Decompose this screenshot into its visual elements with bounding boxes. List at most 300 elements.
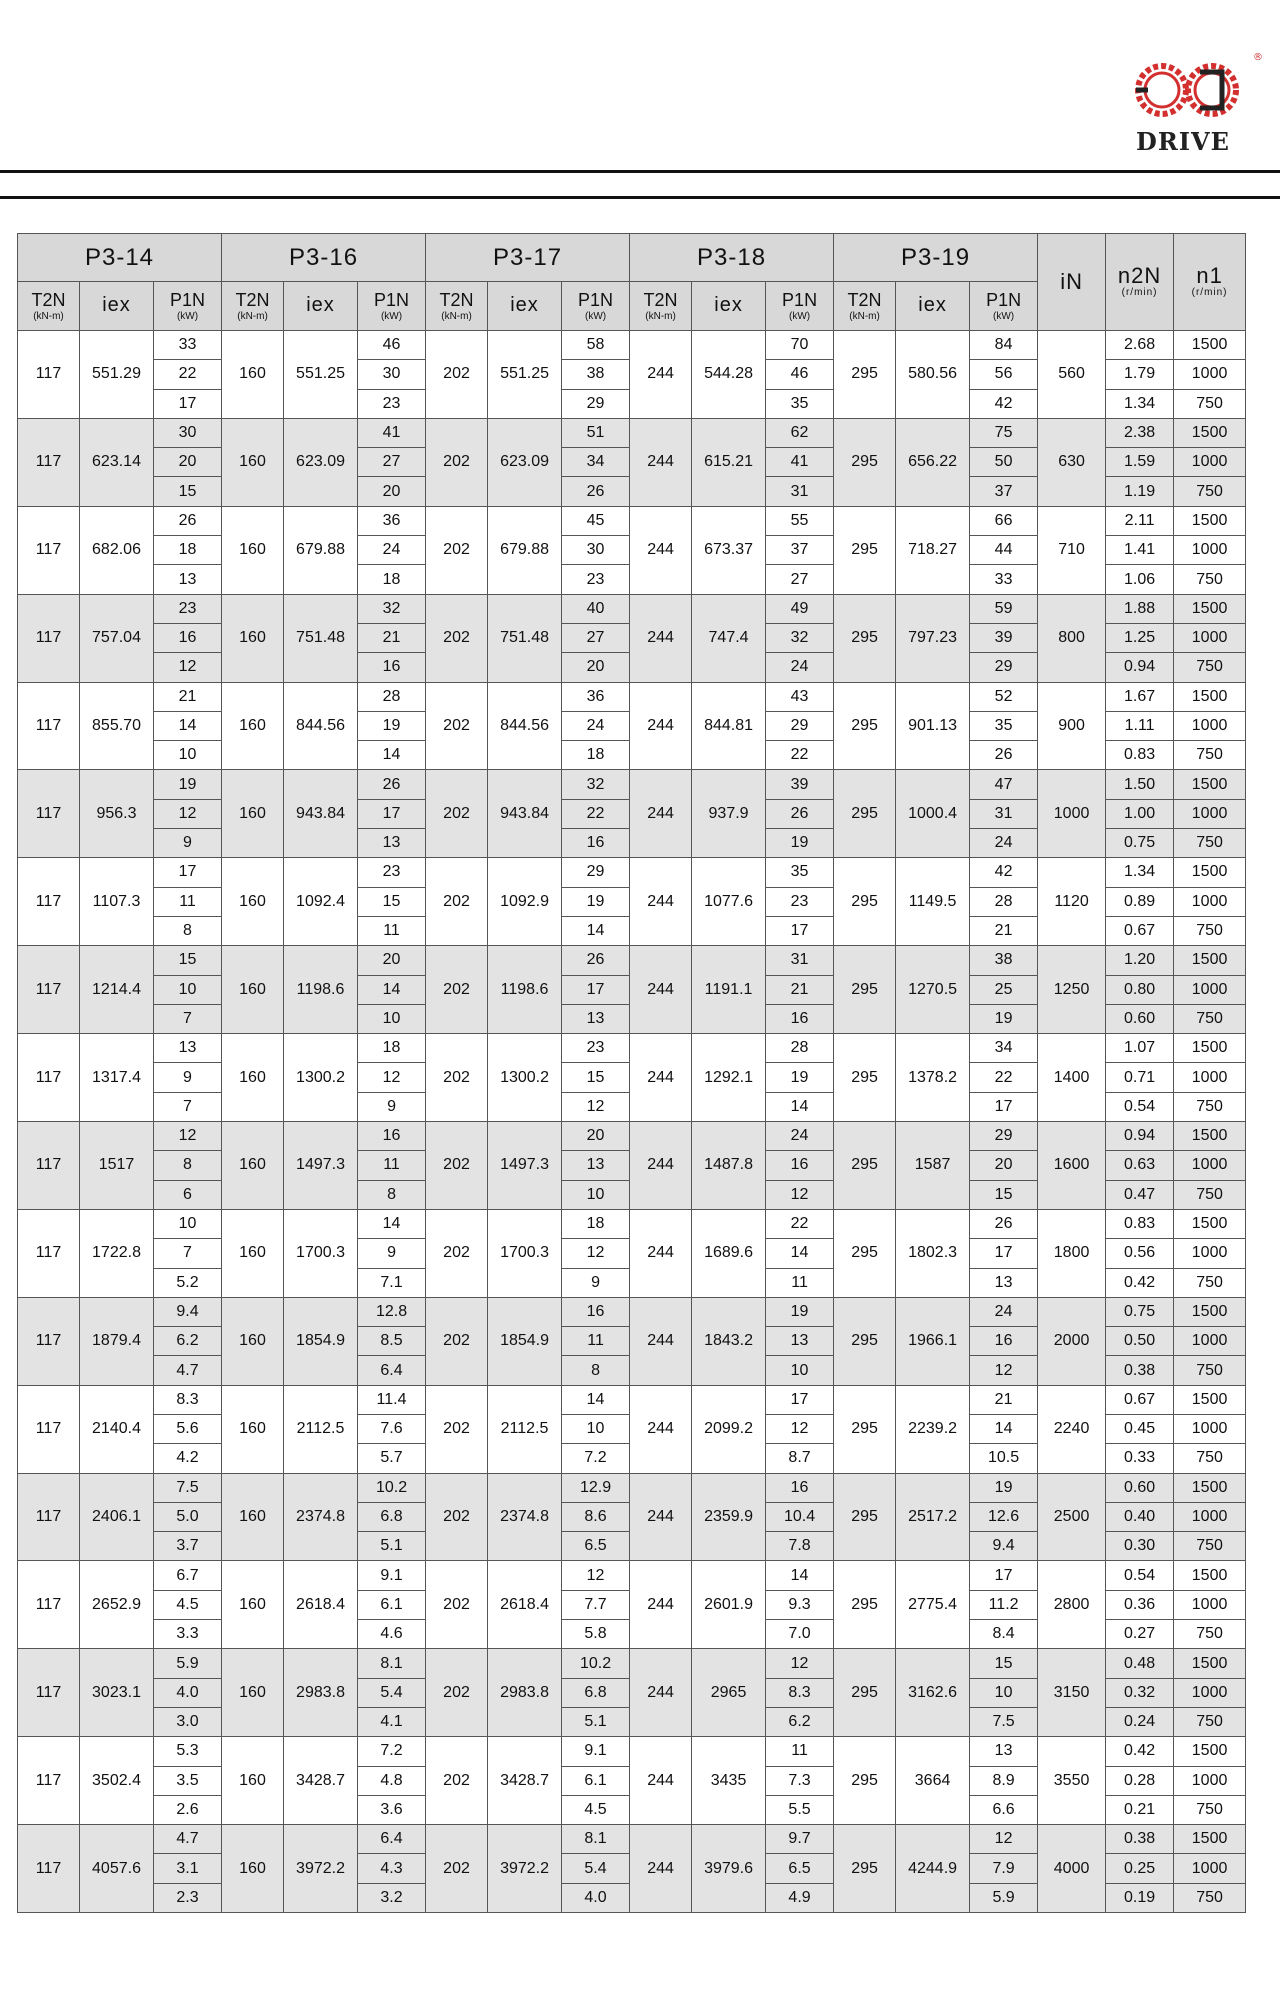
- table-row: [18, 1737, 1246, 1766]
- p1n-cell: 3.1: [154, 1854, 222, 1883]
- p1n-cell: 7.0: [766, 1620, 834, 1649]
- t2n-label: T2N: [31, 290, 66, 310]
- iex-cell: 3162.6: [896, 1649, 970, 1737]
- p1n-cell: 13: [970, 1268, 1038, 1297]
- n1-label: n1: [1196, 263, 1223, 288]
- p1n-cell: 8.5: [358, 1327, 426, 1356]
- p1n-cell: 3.3: [154, 1620, 222, 1649]
- p1n-cell: 23: [562, 565, 630, 594]
- n2n-unit: (r/min): [1121, 287, 1158, 298]
- table-row: [18, 506, 1246, 535]
- iex-cell: 943.84: [284, 770, 358, 858]
- gear-logo-icon: [1130, 50, 1270, 160]
- iex-cell: 679.88: [488, 506, 562, 594]
- n2n-cell: 1.88: [1106, 594, 1174, 623]
- t2n-cell: 160: [222, 770, 284, 858]
- n1-cell: 1500: [1174, 1473, 1246, 1502]
- iex-cell: 2374.8: [488, 1473, 562, 1561]
- in-cell: 900: [1038, 682, 1106, 770]
- p1n-cell: 9: [562, 1268, 630, 1297]
- p1n-cell: 5.0: [154, 1502, 222, 1531]
- p1n-cell: 4.7: [154, 1825, 222, 1854]
- p1n-cell: 21: [358, 623, 426, 652]
- t2n-cell: 295: [834, 1473, 896, 1561]
- p1n-cell: 34: [970, 1034, 1038, 1063]
- n2n-cell: 0.19: [1106, 1883, 1174, 1912]
- n1-cell: 1000: [1174, 1678, 1246, 1707]
- t2n-cell: 160: [222, 506, 284, 594]
- n1-cell: 1000: [1174, 448, 1246, 477]
- t2n-cell: 295: [834, 1561, 896, 1649]
- n1-cell: 1000: [1174, 1239, 1246, 1268]
- table-row: [18, 418, 1246, 447]
- n2n-cell: 1.34: [1106, 389, 1174, 418]
- p1n-cell: 5.7: [358, 1444, 426, 1473]
- t2n-cell: 117: [18, 682, 80, 770]
- iex-cell: 679.88: [284, 506, 358, 594]
- t2n-cell: 244: [630, 1473, 692, 1561]
- p1n-cell: 20: [358, 477, 426, 506]
- p1n-cell: 10: [562, 1414, 630, 1443]
- p1n-cell: 24: [970, 829, 1038, 858]
- iex-cell: 4057.6: [80, 1825, 154, 1913]
- n2n-header: [1106, 234, 1174, 331]
- p1n-cell: 24: [970, 1297, 1038, 1326]
- t2n-cell: 202: [426, 1034, 488, 1122]
- in-cell: 2000: [1038, 1297, 1106, 1385]
- iex-cell: 2112.5: [284, 1385, 358, 1473]
- t2n-cell: 202: [426, 682, 488, 770]
- p1n-cell: 20: [970, 1151, 1038, 1180]
- n2n-cell: 0.67: [1106, 916, 1174, 945]
- t2n-cell: 295: [834, 418, 896, 506]
- model-header: P3-17: [426, 234, 630, 282]
- in-cell: 2800: [1038, 1561, 1106, 1649]
- t2n-cell: 117: [18, 331, 80, 419]
- t2n-cell: 244: [630, 1209, 692, 1297]
- in-cell: 1600: [1038, 1122, 1106, 1210]
- p1n-cell: 12: [358, 1063, 426, 1092]
- p1n-cell: 23: [154, 594, 222, 623]
- n2n-cell: 1.19: [1106, 477, 1174, 506]
- t2n-unit: (kN-m): [33, 311, 64, 322]
- in-cell: 1120: [1038, 858, 1106, 946]
- n2n-cell: 1.41: [1106, 536, 1174, 565]
- iex-label: iex: [714, 294, 743, 316]
- p1n-cell: 12: [154, 799, 222, 828]
- t2n-cell: 202: [426, 1561, 488, 1649]
- iex-cell: 855.70: [80, 682, 154, 770]
- p1n-cell: 16: [358, 653, 426, 682]
- iex-cell: 673.37: [692, 506, 766, 594]
- p1n-cell: 9.4: [970, 1532, 1038, 1561]
- p1n-cell: 17: [562, 975, 630, 1004]
- p1n-cell: 12: [766, 1414, 834, 1443]
- p1n-cell: 8: [154, 916, 222, 945]
- p1n-cell: 19: [766, 1297, 834, 1326]
- p1n-cell: 19: [562, 887, 630, 916]
- p1n-cell: 16: [970, 1327, 1038, 1356]
- n1-cell: 750: [1174, 829, 1246, 858]
- iex-cell: 844.81: [692, 682, 766, 770]
- model-header: P3-18: [630, 234, 834, 282]
- p1n-cell: 18: [562, 1209, 630, 1238]
- p1n-cell: 14: [358, 975, 426, 1004]
- in-cell: 2240: [1038, 1385, 1106, 1473]
- iex-cell: 751.48: [284, 594, 358, 682]
- second-rule: [0, 196, 1280, 199]
- n1-cell: 1000: [1174, 1151, 1246, 1180]
- n2n-cell: 2.68: [1106, 331, 1174, 360]
- iex-cell: 682.06: [80, 506, 154, 594]
- t2n-cell: 295: [834, 682, 896, 770]
- n1-cell: 1000: [1174, 975, 1246, 1004]
- p1n-cell: 17: [154, 858, 222, 887]
- p1n-cell: 41: [358, 418, 426, 447]
- p1n-cell: 6.4: [358, 1825, 426, 1854]
- iex-cell: 1077.6: [692, 858, 766, 946]
- n2n-cell: 1.11: [1106, 711, 1174, 740]
- table-row: [18, 594, 1246, 623]
- p1n-unit: (kW): [789, 311, 811, 322]
- p1n-cell: 13: [154, 1034, 222, 1063]
- p1n-cell: 31: [766, 477, 834, 506]
- iex-cell: 3435: [692, 1737, 766, 1825]
- p1n-header: [154, 282, 222, 331]
- p1n-cell: 12: [562, 1092, 630, 1121]
- t2n-cell: 244: [630, 418, 692, 506]
- p1n-cell: 19: [358, 711, 426, 740]
- iex-cell: 2517.2: [896, 1473, 970, 1561]
- p1n-cell: 10: [154, 1209, 222, 1238]
- p1n-cell: 9.3: [766, 1590, 834, 1619]
- n2n-cell: 0.30: [1106, 1532, 1174, 1561]
- table-row: [18, 682, 1246, 711]
- n1-cell: 1500: [1174, 1034, 1246, 1063]
- t2n-cell: 117: [18, 770, 80, 858]
- t2n-cell: 244: [630, 506, 692, 594]
- in-label: iN: [1060, 269, 1083, 294]
- p1n-cell: 19: [970, 1004, 1038, 1033]
- p1n-cell: 18: [562, 741, 630, 770]
- p1n-cell: 24: [562, 711, 630, 740]
- t2n-cell: 244: [630, 1737, 692, 1825]
- p1n-cell: 38: [970, 946, 1038, 975]
- t2n-cell: 202: [426, 1649, 488, 1737]
- p1n-header: [562, 282, 630, 331]
- t2n-cell: 202: [426, 1297, 488, 1385]
- n1-cell: 750: [1174, 1620, 1246, 1649]
- t2n-cell: 160: [222, 1825, 284, 1913]
- p1n-cell: 4.0: [154, 1678, 222, 1707]
- t2n-unit: (kN-m): [237, 311, 268, 322]
- p1n-cell: 8.1: [358, 1649, 426, 1678]
- t2n-header: [18, 282, 80, 331]
- t2n-cell: 202: [426, 1473, 488, 1561]
- p1n-cell: 19: [766, 829, 834, 858]
- iex-cell: 1700.3: [488, 1209, 562, 1297]
- iex-cell: 937.9: [692, 770, 766, 858]
- p1n-cell: 9: [154, 1063, 222, 1092]
- p1n-cell: 4.2: [154, 1444, 222, 1473]
- t2n-cell: 244: [630, 1385, 692, 1473]
- p1n-cell: 55: [766, 506, 834, 535]
- t2n-cell: 160: [222, 1297, 284, 1385]
- t2n-cell: 117: [18, 1561, 80, 1649]
- t2n-label: T2N: [643, 290, 678, 310]
- iex-cell: 2983.8: [284, 1649, 358, 1737]
- t2n-label: T2N: [847, 290, 882, 310]
- iex-cell: 1854.9: [284, 1297, 358, 1385]
- p1n-cell: 29: [970, 653, 1038, 682]
- n2n-cell: 0.83: [1106, 1209, 1174, 1238]
- p1n-cell: 10.4: [766, 1502, 834, 1531]
- p1n-cell: 7.6: [358, 1414, 426, 1443]
- in-cell: 800: [1038, 594, 1106, 682]
- p1n-cell: 2.3: [154, 1883, 222, 1912]
- header-row-models: [18, 234, 1246, 282]
- p1n-cell: 22: [970, 1063, 1038, 1092]
- p1n-cell: 8.3: [766, 1678, 834, 1707]
- iex-cell: 615.21: [692, 418, 766, 506]
- t2n-cell: 295: [834, 594, 896, 682]
- p1n-cell: 6.5: [766, 1854, 834, 1883]
- p1n-unit: (kW): [993, 311, 1015, 322]
- iex-label: iex: [918, 294, 947, 316]
- table-row: [18, 770, 1246, 799]
- p1n-cell: 23: [562, 1034, 630, 1063]
- n2n-cell: 2.11: [1106, 506, 1174, 535]
- p1n-cell: 19: [970, 1473, 1038, 1502]
- p1n-cell: 5.5: [766, 1795, 834, 1824]
- p1n-cell: 15: [154, 946, 222, 975]
- in-cell: 1800: [1038, 1209, 1106, 1297]
- n2n-cell: 0.38: [1106, 1825, 1174, 1854]
- p1n-label: P1N: [374, 290, 410, 310]
- n2n-cell: 0.32: [1106, 1678, 1174, 1707]
- p1n-cell: 44: [970, 536, 1038, 565]
- p1n-cell: 8.4: [970, 1620, 1038, 1649]
- p1n-cell: 11: [154, 887, 222, 916]
- p1n-cell: 3.6: [358, 1795, 426, 1824]
- t2n-cell: 117: [18, 1297, 80, 1385]
- iex-cell: 1854.9: [488, 1297, 562, 1385]
- p1n-label: P1N: [578, 290, 614, 310]
- t2n-cell: 117: [18, 1649, 80, 1737]
- p1n-cell: 9: [358, 1092, 426, 1121]
- iex-cell: 2099.2: [692, 1385, 766, 1473]
- p1n-cell: 5.4: [358, 1678, 426, 1707]
- p1n-cell: 28: [358, 682, 426, 711]
- p1n-cell: 9.1: [562, 1737, 630, 1766]
- t2n-cell: 295: [834, 1825, 896, 1913]
- n2n-cell: 0.24: [1106, 1707, 1174, 1736]
- p1n-cell: 5.1: [358, 1532, 426, 1561]
- p1n-cell: 15: [358, 887, 426, 916]
- p1n-cell: 6.8: [358, 1502, 426, 1531]
- p1n-cell: 39: [970, 623, 1038, 652]
- t2n-cell: 295: [834, 858, 896, 946]
- drive-logo: [1130, 50, 1270, 160]
- p1n-cell: 18: [154, 536, 222, 565]
- p1n-cell: 25: [970, 975, 1038, 1004]
- p1n-cell: 33: [970, 565, 1038, 594]
- t2n-cell: 202: [426, 1122, 488, 1210]
- p1n-cell: 40: [562, 594, 630, 623]
- p1n-cell: 50: [970, 448, 1038, 477]
- t2n-cell: 202: [426, 418, 488, 506]
- t2n-cell: 202: [426, 506, 488, 594]
- table-row: [18, 331, 1246, 360]
- in-header: [1038, 234, 1106, 331]
- t2n-cell: 117: [18, 858, 80, 946]
- p1n-cell: 52: [970, 682, 1038, 711]
- iex-cell: 1497.3: [488, 1122, 562, 1210]
- p1n-cell: 4.6: [358, 1620, 426, 1649]
- p1n-cell: 24: [766, 1122, 834, 1151]
- n2n-cell: 0.36: [1106, 1590, 1174, 1619]
- iex-cell: 943.84: [488, 770, 562, 858]
- n2n-label: n2N: [1117, 263, 1162, 288]
- p1n-cell: 7: [154, 1239, 222, 1268]
- t2n-unit: (kN-m): [645, 311, 676, 322]
- t2n-cell: 160: [222, 594, 284, 682]
- t2n-cell: 295: [834, 770, 896, 858]
- p1n-cell: 37: [766, 536, 834, 565]
- table-row: [18, 1297, 1246, 1326]
- p1n-cell: 14: [766, 1561, 834, 1590]
- p1n-cell: 11: [358, 1151, 426, 1180]
- p1n-cell: 29: [970, 1122, 1038, 1151]
- p1n-cell: 14: [562, 1385, 630, 1414]
- p1n-cell: 29: [766, 711, 834, 740]
- p1n-cell: 35: [970, 711, 1038, 740]
- p1n-cell: 10: [154, 975, 222, 1004]
- p1n-cell: 7.2: [562, 1444, 630, 1473]
- p1n-cell: 12: [766, 1180, 834, 1209]
- p1n-cell: 16: [766, 1151, 834, 1180]
- p1n-cell: 7.5: [154, 1473, 222, 1502]
- n1-cell: 1500: [1174, 682, 1246, 711]
- t2n-cell: 160: [222, 1737, 284, 1825]
- p1n-cell: 35: [766, 389, 834, 418]
- iex-cell: 2965: [692, 1649, 766, 1737]
- iex-cell: 2406.1: [80, 1473, 154, 1561]
- p1n-cell: 7: [154, 1004, 222, 1033]
- n1-cell: 1000: [1174, 887, 1246, 916]
- n1-cell: 1500: [1174, 858, 1246, 887]
- iex-cell: 551.29: [80, 331, 154, 419]
- p1n-cell: 13: [358, 829, 426, 858]
- p1n-cell: 17: [970, 1092, 1038, 1121]
- n2n-cell: 0.42: [1106, 1268, 1174, 1297]
- p1n-cell: 39: [766, 770, 834, 799]
- p1n-cell: 16: [766, 1004, 834, 1033]
- in-cell: 1250: [1038, 946, 1106, 1034]
- p1n-cell: 10.5: [970, 1444, 1038, 1473]
- t2n-cell: 117: [18, 1209, 80, 1297]
- t2n-cell: 295: [834, 1297, 896, 1385]
- in-cell: 630: [1038, 418, 1106, 506]
- n2n-cell: 0.67: [1106, 1385, 1174, 1414]
- t2n-cell: 160: [222, 418, 284, 506]
- p1n-cell: 7.1: [358, 1268, 426, 1297]
- iex-cell: 1092.4: [284, 858, 358, 946]
- iex-cell: 1487.8: [692, 1122, 766, 1210]
- t2n-cell: 202: [426, 946, 488, 1034]
- n2n-cell: 1.79: [1106, 360, 1174, 389]
- model-header: P3-14: [18, 234, 222, 282]
- p1n-cell: 12.9: [562, 1473, 630, 1502]
- iex-cell: 1198.6: [488, 946, 562, 1034]
- p1n-cell: 12: [562, 1561, 630, 1590]
- iex-cell: 2652.9: [80, 1561, 154, 1649]
- n1-cell: 1500: [1174, 331, 1246, 360]
- p1n-cell: 6.8: [562, 1678, 630, 1707]
- t2n-cell: 295: [834, 1737, 896, 1825]
- iex-cell: 1966.1: [896, 1297, 970, 1385]
- p1n-cell: 56: [970, 360, 1038, 389]
- iex-cell: 1270.5: [896, 946, 970, 1034]
- n1-cell: 750: [1174, 1532, 1246, 1561]
- p1n-cell: 9.7: [766, 1825, 834, 1854]
- n1-cell: 1500: [1174, 1385, 1246, 1414]
- p1n-cell: 35: [766, 858, 834, 887]
- t2n-cell: 117: [18, 594, 80, 682]
- p1n-cell: 38: [562, 360, 630, 389]
- p1n-cell: 4.5: [154, 1590, 222, 1619]
- n1-cell: 750: [1174, 1268, 1246, 1297]
- iex-cell: 901.13: [896, 682, 970, 770]
- t2n-cell: 160: [222, 1561, 284, 1649]
- in-cell: 2500: [1038, 1473, 1106, 1561]
- t2n-cell: 244: [630, 1034, 692, 1122]
- p1n-cell: 8.7: [766, 1444, 834, 1473]
- iex-header: [488, 282, 562, 331]
- n2n-cell: 1.59: [1106, 448, 1174, 477]
- p1n-cell: 3.2: [358, 1883, 426, 1912]
- iex-cell: 3972.2: [488, 1825, 562, 1913]
- iex-cell: 2359.9: [692, 1473, 766, 1561]
- n1-cell: 1500: [1174, 1122, 1246, 1151]
- p1n-cell: 7.3: [766, 1766, 834, 1795]
- iex-cell: 2618.4: [488, 1561, 562, 1649]
- p1n-cell: 6: [154, 1180, 222, 1209]
- in-cell: 1000: [1038, 770, 1106, 858]
- p1n-cell: 6.7: [154, 1561, 222, 1590]
- t2n-cell: 202: [426, 858, 488, 946]
- iex-cell: 551.25: [488, 331, 562, 419]
- p1n-cell: 22: [766, 741, 834, 770]
- in-cell: 560: [1038, 331, 1106, 419]
- n1-cell: 750: [1174, 1004, 1246, 1033]
- p1n-cell: 6.6: [970, 1795, 1038, 1824]
- p1n-cell: 21: [970, 916, 1038, 945]
- n2n-cell: 0.42: [1106, 1737, 1174, 1766]
- n1-cell: 1000: [1174, 1766, 1246, 1795]
- n1-cell: 1500: [1174, 1825, 1246, 1854]
- iex-header: [80, 282, 154, 331]
- p1n-cell: 10: [766, 1356, 834, 1385]
- t2n-cell: 202: [426, 594, 488, 682]
- p1n-cell: 22: [154, 360, 222, 389]
- p1n-cell: 30: [358, 360, 426, 389]
- p1n-cell: 7.7: [562, 1590, 630, 1619]
- n1-cell: 1000: [1174, 1590, 1246, 1619]
- iex-cell: 1214.4: [80, 946, 154, 1034]
- n2n-cell: 0.83: [1106, 741, 1174, 770]
- iex-cell: 956.3: [80, 770, 154, 858]
